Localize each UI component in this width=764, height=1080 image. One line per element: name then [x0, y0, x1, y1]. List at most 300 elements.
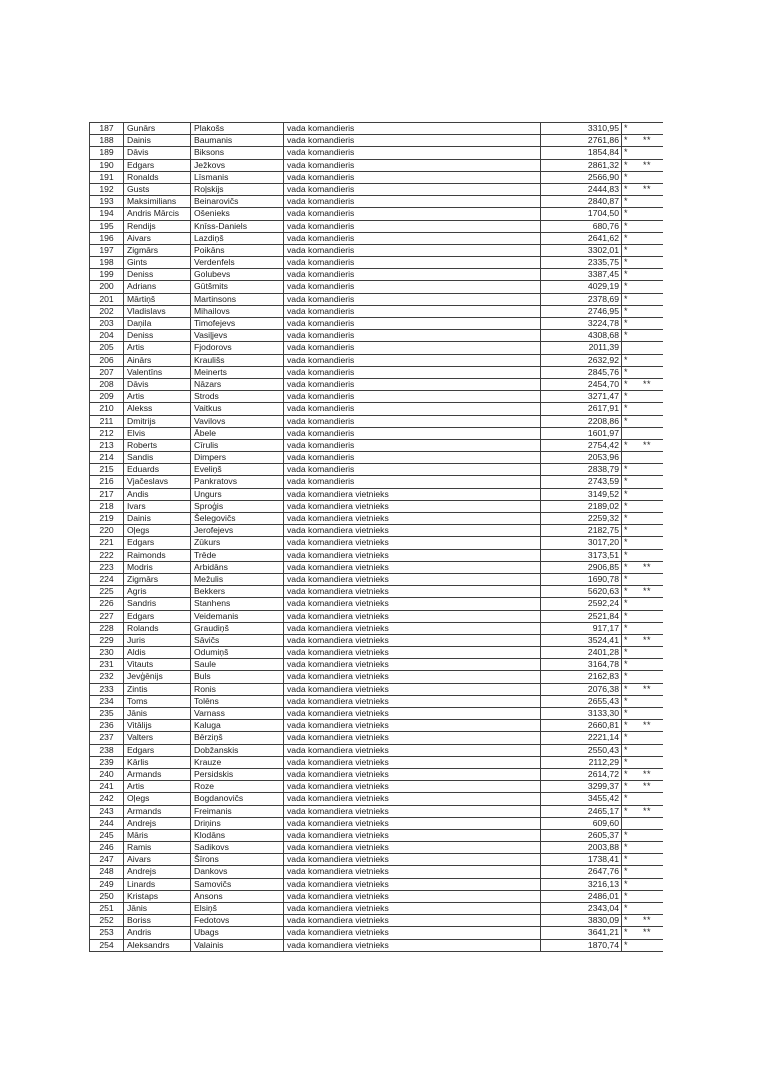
star-mark: *: [624, 293, 628, 304]
amount-cell: 2465,17: [540, 806, 622, 817]
table-row: [89, 391, 663, 403]
last-name-cell: Strods: [190, 391, 283, 402]
double-star-mark: [640, 221, 663, 232]
last-name-cell: Graudiņš: [190, 623, 283, 634]
row-number-cell: 239: [89, 757, 123, 768]
last-name-cell: Persidskis: [190, 769, 283, 780]
position-cell: vada komandiera vietnieks: [283, 537, 540, 548]
amount-cell: 3149,52: [540, 489, 622, 500]
amount-cell: 2444,83: [540, 184, 622, 195]
first-name-cell: Aleksandrs: [123, 940, 190, 951]
star-mark: *: [624, 305, 628, 316]
amount-cell: 2208,86: [540, 416, 622, 427]
table-row: [89, 891, 663, 903]
double-star-mark: [640, 671, 663, 682]
double-star-mark: [640, 257, 663, 268]
double-star-mark: [640, 403, 663, 414]
amount-cell: 2378,69: [540, 294, 622, 305]
first-name-cell: Andrejs: [123, 866, 190, 877]
position-cell: vada komandieris: [283, 257, 540, 268]
double-star-mark: [640, 708, 663, 719]
first-name-cell: Kristaps: [123, 891, 190, 902]
row-number-cell: 249: [89, 879, 123, 890]
last-name-cell: Gūtšmits: [190, 281, 283, 292]
amount-cell: 1854,84: [540, 147, 622, 158]
row-number-cell: 207: [89, 367, 123, 378]
row-number-cell: 230: [89, 647, 123, 658]
star-mark: *: [624, 281, 628, 292]
last-name-cell: Ježkovs: [190, 160, 283, 171]
table-row: [89, 550, 663, 562]
amount-cell: 3524,41: [540, 635, 622, 646]
double-star-mark: **: [643, 634, 652, 645]
amount-cell: 2838,79: [540, 464, 622, 475]
last-name-cell: Odumiņš: [190, 647, 283, 658]
table-row: [89, 367, 663, 379]
amount-cell: 2840,87: [540, 196, 622, 207]
position-cell: vada komandiera vietnieks: [283, 696, 540, 707]
star-mark: *: [624, 793, 628, 804]
double-star-mark: [640, 513, 663, 524]
table-row: [89, 781, 663, 793]
row-number-cell: 251: [89, 903, 123, 914]
amount-cell: 1704,50: [540, 208, 622, 219]
row-number-cell: 250: [89, 891, 123, 902]
last-name-cell: Bērziņš: [190, 732, 283, 743]
row-number-cell: 234: [89, 696, 123, 707]
position-cell: vada komandiera vietnieks: [283, 586, 540, 597]
last-name-cell: Beinarovičs: [190, 196, 283, 207]
double-star-mark: **: [643, 805, 652, 816]
first-name-cell: Rendijs: [123, 221, 190, 232]
row-number-cell: 190: [89, 160, 123, 171]
star-mark: *: [624, 634, 628, 645]
double-star-mark: [640, 123, 663, 134]
row-number-cell: 214: [89, 452, 123, 463]
position-cell: vada komandieris: [283, 342, 540, 353]
table-row: [89, 659, 663, 671]
star-mark: *: [624, 354, 628, 365]
star-mark: *: [624, 622, 628, 633]
row-number-cell: 245: [89, 830, 123, 841]
star-mark: *: [624, 878, 628, 889]
position-cell: vada komandiera vietnieks: [283, 635, 540, 646]
amount-cell: 2182,75: [540, 525, 622, 536]
row-number-cell: 226: [89, 598, 123, 609]
double-star-mark: [640, 745, 663, 756]
star-mark: *: [624, 537, 628, 548]
amount-cell: 2754,42: [540, 440, 622, 451]
star-mark: *: [624, 903, 628, 913]
amount-cell: 2011,39: [540, 342, 622, 353]
position-cell: vada komandiera vietnieks: [283, 501, 540, 512]
amount-cell: 3133,30: [540, 708, 622, 719]
table-row: [89, 769, 663, 781]
double-star-mark: [640, 879, 663, 890]
amount-cell: 2861,32: [540, 160, 622, 171]
table-row: [89, 671, 663, 683]
position-cell: vada komandieris: [283, 464, 540, 475]
last-name-cell: Veidemanis: [190, 611, 283, 622]
position-cell: vada komandieris: [283, 123, 540, 134]
double-star-mark: **: [643, 683, 652, 694]
table-row: [89, 294, 663, 306]
table-row: [89, 403, 663, 415]
first-name-cell: Ronalds: [123, 172, 190, 183]
last-name-cell: Bogdanovičs: [190, 793, 283, 804]
star-mark: *: [624, 720, 628, 731]
position-cell: vada komandiera vietnieks: [283, 818, 540, 829]
last-name-cell: Ošenieks: [190, 208, 283, 219]
double-star-mark: [640, 233, 663, 244]
row-number-cell: 200: [89, 281, 123, 292]
table-row: [89, 306, 663, 318]
amount-cell: 1738,41: [540, 854, 622, 865]
table-row: [89, 416, 663, 428]
position-cell: vada komandiera vietnieks: [283, 879, 540, 890]
last-name-cell: Varnass: [190, 708, 283, 719]
amount-cell: 609,60: [540, 818, 622, 829]
position-cell: vada komandiera vietnieks: [283, 611, 540, 622]
amount-cell: 3299,37: [540, 781, 622, 792]
star-mark: *: [624, 829, 628, 840]
table-row: [89, 160, 663, 172]
first-name-cell: Deniss: [123, 330, 190, 341]
amount-cell: 2401,28: [540, 647, 622, 658]
row-number-cell: 196: [89, 233, 123, 244]
row-number-cell: 247: [89, 854, 123, 865]
first-name-cell: Roberts: [123, 440, 190, 451]
table-row: [89, 611, 663, 623]
row-number-cell: 218: [89, 501, 123, 512]
last-name-cell: Eveliņš: [190, 464, 283, 475]
double-star-mark: [640, 196, 663, 207]
first-name-cell: Vladislavs: [123, 306, 190, 317]
last-name-cell: Fedotovs: [190, 915, 283, 926]
first-name-cell: Daņila: [123, 318, 190, 329]
amount-cell: 3302,01: [540, 245, 622, 256]
last-name-cell: Plakošs: [190, 123, 283, 134]
position-cell: vada komandiera vietnieks: [283, 659, 540, 670]
first-name-cell: Jānis: [123, 903, 190, 914]
star-mark: *: [624, 890, 628, 901]
table-row: [89, 257, 663, 269]
double-star-mark: [640, 659, 663, 670]
double-star-mark: [640, 866, 663, 877]
last-name-cell: Verdenfels: [190, 257, 283, 268]
star-mark: *: [624, 183, 628, 194]
double-star-mark: [640, 476, 663, 487]
double-star-mark: [640, 525, 663, 536]
star-mark: *: [624, 318, 628, 328]
position-cell: vada komandieris: [283, 318, 540, 329]
amount-cell: 3387,45: [540, 269, 622, 280]
first-name-cell: Ramis: [123, 842, 190, 853]
star-mark: *: [624, 781, 628, 792]
first-name-cell: Oļegs: [123, 793, 190, 804]
table-row: [89, 464, 663, 476]
row-number-cell: 202: [89, 306, 123, 317]
row-number-cell: 223: [89, 562, 123, 573]
amount-cell: 2454,70: [540, 379, 622, 390]
position-cell: vada komandieris: [283, 208, 540, 219]
last-name-cell: Meinerts: [190, 367, 283, 378]
table-row: [89, 135, 663, 147]
amount-cell: 2632,92: [540, 355, 622, 366]
last-name-cell: Trēde: [190, 550, 283, 561]
first-name-cell: Gusts: [123, 184, 190, 195]
star-mark: *: [624, 403, 628, 414]
double-star-mark: [640, 598, 663, 609]
star-mark: [622, 342, 640, 353]
row-number-cell: 197: [89, 245, 123, 256]
first-name-cell: Kārlis: [123, 757, 190, 768]
double-star-mark: **: [643, 183, 652, 194]
last-name-cell: Vavilovs: [190, 416, 283, 427]
double-star-mark: [640, 550, 663, 561]
position-cell: vada komandiera vietnieks: [283, 720, 540, 731]
row-number-cell: 210: [89, 403, 123, 414]
first-name-cell: Zintis: [123, 684, 190, 695]
last-name-cell: Freimanis: [190, 806, 283, 817]
last-name-cell: Sproģis: [190, 501, 283, 512]
last-name-cell: Biksons: [190, 147, 283, 158]
first-name-cell: Maksimilians: [123, 196, 190, 207]
double-star-mark: [640, 793, 663, 804]
star-mark: *: [624, 854, 628, 865]
amount-cell: 3224,78: [540, 318, 622, 329]
first-name-cell: Gunārs: [123, 123, 190, 134]
amount-cell: 2076,38: [540, 684, 622, 695]
first-name-cell: Edgars: [123, 611, 190, 622]
position-cell: vada komandiera vietnieks: [283, 915, 540, 926]
row-number-cell: 204: [89, 330, 123, 341]
table-row: [89, 330, 663, 342]
double-star-mark: [640, 696, 663, 707]
first-name-cell: Armands: [123, 806, 190, 817]
last-name-cell: Nāzars: [190, 379, 283, 390]
last-name-cell: Dobžanskis: [190, 745, 283, 756]
row-number-cell: 242: [89, 793, 123, 804]
last-name-cell: Baumanis: [190, 135, 283, 146]
star-mark: *: [624, 257, 628, 268]
amount-cell: 2566,90: [540, 172, 622, 183]
double-star-mark: [640, 854, 663, 865]
first-name-cell: Rolands: [123, 623, 190, 634]
table-row: [89, 879, 663, 891]
double-star-mark: [640, 281, 663, 292]
table-row: [89, 440, 663, 452]
first-name-cell: Zigmārs: [123, 574, 190, 585]
position-cell: vada komandiera vietnieks: [283, 842, 540, 853]
position-cell: vada komandiera vietnieks: [283, 489, 540, 500]
row-number-cell: 228: [89, 623, 123, 634]
first-name-cell: Eduards: [123, 464, 190, 475]
amount-cell: 3173,51: [540, 550, 622, 561]
row-number-cell: 229: [89, 635, 123, 646]
star-mark: *: [624, 171, 628, 182]
star-mark: *: [624, 330, 628, 341]
amount-cell: 2162,83: [540, 671, 622, 682]
row-number-cell: 206: [89, 355, 123, 366]
position-cell: vada komandiera vietnieks: [283, 866, 540, 877]
position-cell: vada komandieris: [283, 196, 540, 207]
row-number-cell: 208: [89, 379, 123, 390]
position-cell: vada komandieris: [283, 245, 540, 256]
double-star-mark: [640, 172, 663, 183]
last-name-cell: Fjodorovs: [190, 342, 283, 353]
first-name-cell: Deniss: [123, 269, 190, 280]
last-name-cell: Ronis: [190, 684, 283, 695]
last-name-cell: Valainis: [190, 940, 283, 951]
position-cell: vada komandiera vietnieks: [283, 623, 540, 634]
double-star-mark: [640, 842, 663, 853]
star-mark: [622, 428, 640, 439]
last-name-cell: Krauze: [190, 757, 283, 768]
last-name-cell: Martinsons: [190, 294, 283, 305]
position-cell: vada komandiera vietnieks: [283, 513, 540, 524]
double-star-mark: [640, 903, 663, 914]
first-name-cell: Andis: [123, 489, 190, 500]
row-number-cell: 240: [89, 769, 123, 780]
table-row: [89, 379, 663, 391]
position-cell: vada komandieris: [283, 428, 540, 439]
table-row: [89, 123, 663, 135]
first-name-cell: Ivars: [123, 501, 190, 512]
amount-cell: 2592,24: [540, 598, 622, 609]
star-mark: *: [624, 244, 628, 255]
row-number-cell: 219: [89, 513, 123, 524]
row-number-cell: 235: [89, 708, 123, 719]
star-mark: *: [624, 744, 628, 755]
position-cell: vada komandiera vietnieks: [283, 684, 540, 695]
position-cell: vada komandiera vietnieks: [283, 757, 540, 768]
amount-cell: 2112,29: [540, 757, 622, 768]
position-cell: vada komandiera vietnieks: [283, 854, 540, 865]
row-number-cell: 203: [89, 318, 123, 329]
last-name-cell: Kaluga: [190, 720, 283, 731]
star-mark: *: [624, 135, 628, 146]
amount-cell: 1690,78: [540, 574, 622, 585]
position-cell: vada komandiera vietnieks: [283, 598, 540, 609]
table-row: [89, 903, 663, 915]
amount-cell: 917,17: [540, 623, 622, 634]
double-star-mark: [640, 294, 663, 305]
star-mark: *: [624, 939, 628, 950]
double-star-mark: [640, 501, 663, 512]
row-number-cell: 248: [89, 866, 123, 877]
row-number-cell: 253: [89, 927, 123, 938]
last-name-cell: Jerofejevs: [190, 525, 283, 536]
table-row: [89, 452, 663, 464]
star-mark: *: [624, 768, 628, 779]
star-mark: *: [624, 269, 628, 280]
last-name-cell: Mihailovs: [190, 306, 283, 317]
star-mark: *: [624, 927, 628, 938]
table-row: [89, 793, 663, 805]
amount-cell: 2221,14: [540, 732, 622, 743]
double-star-mark: [640, 452, 663, 463]
amount-cell: 2655,43: [540, 696, 622, 707]
row-number-cell: 187: [89, 123, 123, 134]
last-name-cell: Timofejevs: [190, 318, 283, 329]
star-mark: *: [624, 208, 628, 219]
star-mark: *: [624, 391, 628, 402]
amount-cell: 3271,47: [540, 391, 622, 402]
table-row: [89, 927, 663, 939]
last-name-cell: Poikāns: [190, 245, 283, 256]
table-row: [89, 342, 663, 354]
star-mark: *: [624, 695, 628, 706]
double-star-mark: [640, 147, 663, 158]
amount-cell: 3310,95: [540, 123, 622, 134]
table-row: [89, 233, 663, 245]
double-star-mark: **: [643, 439, 652, 450]
table-row: [89, 854, 663, 866]
table-row: [89, 830, 663, 842]
amount-cell: 680,76: [540, 221, 622, 232]
first-name-cell: Oļegs: [123, 525, 190, 536]
row-number-cell: 241: [89, 781, 123, 792]
last-name-cell: Dimpers: [190, 452, 283, 463]
last-name-cell: Knīss-Daniels: [190, 221, 283, 232]
star-mark: *: [624, 915, 628, 926]
position-cell: vada komandiera vietnieks: [283, 940, 540, 951]
star-mark: *: [624, 123, 628, 133]
table-row: [89, 355, 663, 367]
row-number-cell: 246: [89, 842, 123, 853]
position-cell: vada komandiera vietnieks: [283, 769, 540, 780]
double-star-mark: [640, 428, 663, 439]
amount-cell: 2343,04: [540, 903, 622, 914]
first-name-cell: Artis: [123, 391, 190, 402]
table-row: [89, 562, 663, 574]
table-row: [89, 269, 663, 281]
last-name-cell: Golubevs: [190, 269, 283, 280]
position-cell: vada komandieris: [283, 281, 540, 292]
star-mark: *: [624, 147, 628, 158]
position-cell: vada komandiera vietnieks: [283, 806, 540, 817]
table-row: [89, 684, 663, 696]
star-mark: *: [624, 476, 628, 487]
position-cell: vada komandiera vietnieks: [283, 550, 540, 561]
double-star-mark: **: [643, 927, 652, 938]
star-mark: *: [624, 561, 628, 572]
double-star-mark: [640, 330, 663, 341]
position-cell: vada komandiera vietnieks: [283, 781, 540, 792]
last-name-cell: Ubags: [190, 927, 283, 938]
amount-cell: 3455,42: [540, 793, 622, 804]
star-mark: *: [624, 598, 628, 609]
star-mark: *: [624, 500, 628, 511]
position-cell: vada komandiera vietnieks: [283, 732, 540, 743]
row-number-cell: 254: [89, 940, 123, 951]
first-name-cell: Juris: [123, 635, 190, 646]
position-cell: vada komandieris: [283, 221, 540, 232]
amount-cell: 2647,76: [540, 866, 622, 877]
last-name-cell: Zūkurs: [190, 537, 283, 548]
row-number-cell: 188: [89, 135, 123, 146]
row-number-cell: 227: [89, 611, 123, 622]
row-number-cell: 213: [89, 440, 123, 451]
double-star-mark: [640, 355, 663, 366]
amount-cell: 3164,78: [540, 659, 622, 670]
row-number-cell: 231: [89, 659, 123, 670]
first-name-cell: Adrians: [123, 281, 190, 292]
position-cell: vada komandiera vietnieks: [283, 562, 540, 573]
row-number-cell: 233: [89, 684, 123, 695]
last-name-cell: Ungurs: [190, 489, 283, 500]
